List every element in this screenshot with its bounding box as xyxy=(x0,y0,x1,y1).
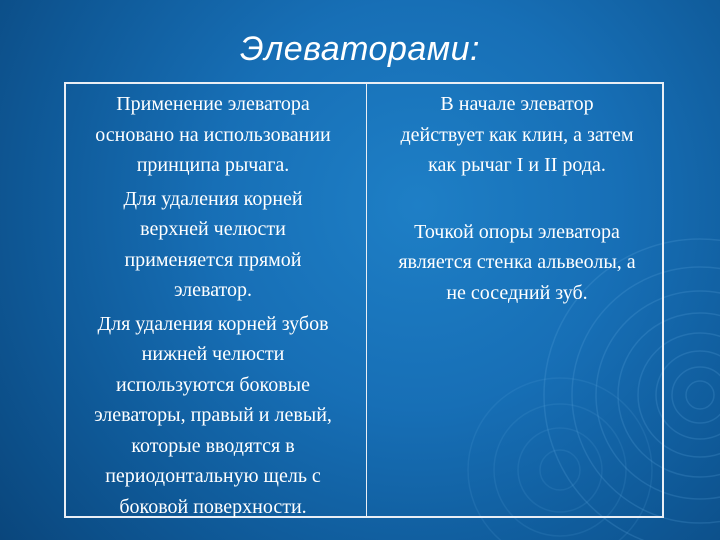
column-divider xyxy=(366,84,367,516)
text-line: является стенка альвеолы, а xyxy=(398,251,636,273)
text-line: элеватор. xyxy=(173,279,253,301)
text-line: Применение элеватора xyxy=(116,93,310,115)
text-line: верхней челюсти xyxy=(140,218,286,240)
text-line: В начале элеватор xyxy=(440,93,594,115)
text-line: не соседний зуб. xyxy=(446,281,588,304)
text-line: применяется прямой xyxy=(124,248,302,271)
left-paragraph-2 xyxy=(62,184,364,306)
right-column-spacer xyxy=(370,181,664,217)
text-line: как рычаг I и II рода. xyxy=(428,154,606,176)
text-line: Для удаления корней xyxy=(123,187,303,210)
left-paragraph-1 xyxy=(62,89,364,181)
text-line: боковой поверхности. xyxy=(119,495,307,518)
left-column xyxy=(62,89,364,522)
text-line: периодонтальную щель с xyxy=(105,465,321,487)
text-line: которые вводятся в xyxy=(131,434,295,457)
text-line: действует как клин, а затем xyxy=(400,123,634,146)
right-paragraph-2 xyxy=(370,217,664,309)
text-line: элеваторы, правый и левый, xyxy=(94,404,332,426)
right-paragraph-1 xyxy=(370,89,664,181)
text-line: основано на использовании xyxy=(95,123,331,146)
text-line: используются боковые xyxy=(116,373,310,396)
left-paragraph-3 xyxy=(62,309,364,523)
right-column xyxy=(370,89,664,308)
text-line: Точкой опоры элеватора xyxy=(414,220,620,243)
content-table xyxy=(64,82,664,518)
slide-title: Элеваторами: xyxy=(240,30,480,68)
text-line: принципа рычага. xyxy=(136,154,290,176)
text-line: нижней челюсти xyxy=(141,343,285,365)
text-line: Для удаления корней зубов xyxy=(97,312,329,335)
